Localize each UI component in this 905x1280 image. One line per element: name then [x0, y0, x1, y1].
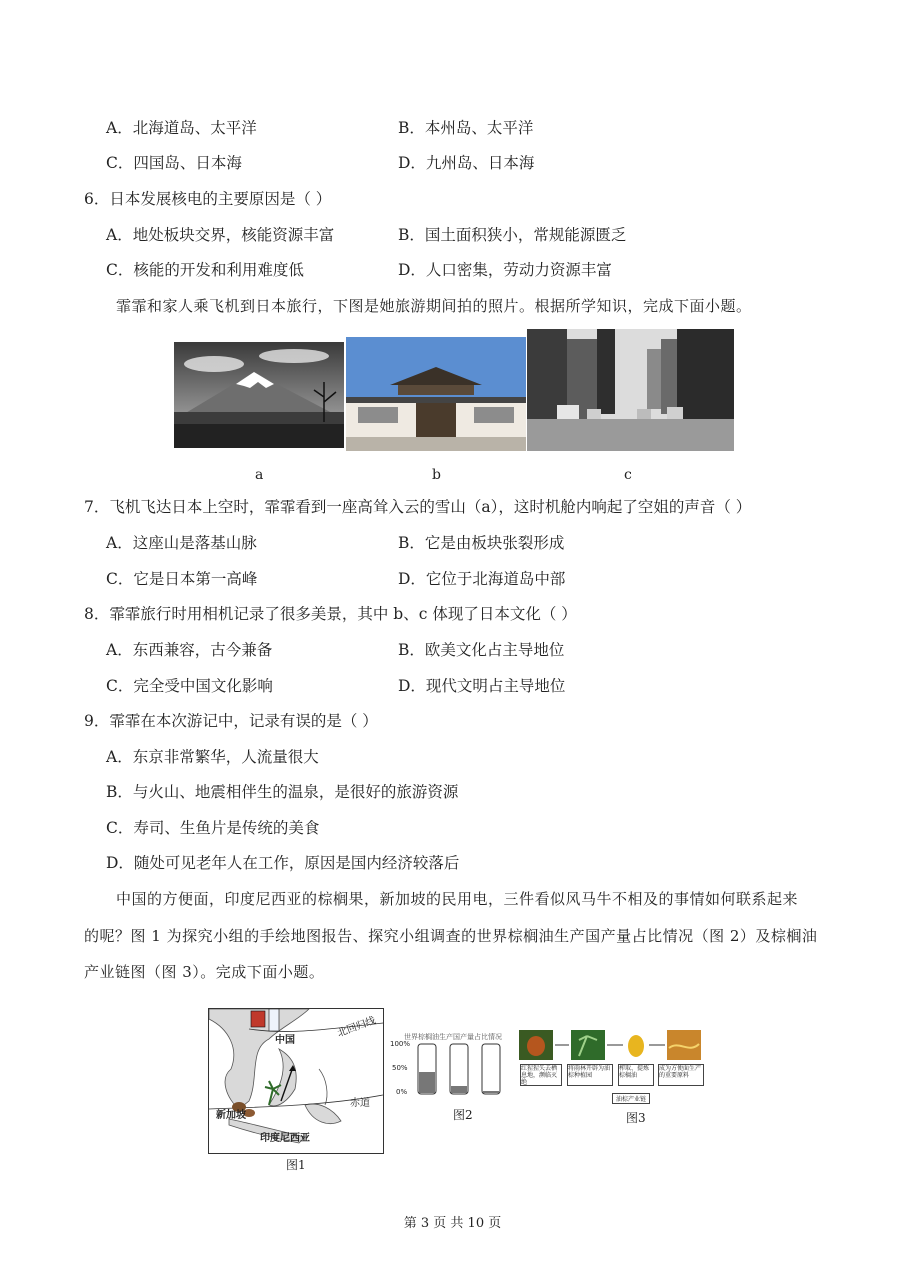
q8-stem: 8．霏霏旅行时用相机记录了很多美景，其中 b、c 体现了日本文化（ ） [84, 605, 577, 623]
q5-option-d: D．九州岛、日本海 [398, 154, 535, 172]
q7-option-b: B．它是由板块张裂形成 [398, 534, 565, 552]
q8-option-a: A．东西兼容，古今兼备 [106, 641, 273, 659]
fig2-axis-100: 100% [390, 1040, 411, 1048]
q6-option-c: C．核能的开发和利用难度低 [106, 261, 304, 279]
intro-palm-line3: 产业链图（图 3）。完成下面小题。 [84, 963, 325, 981]
fig1-label-indonesia: 印度尼西亚 [260, 1133, 310, 1144]
fig1-caption: 图1 [286, 1158, 306, 1172]
fig3-step3: 榨取、提炼棕榈油 [618, 1064, 654, 1086]
figure2-cylinders [412, 1038, 512, 1098]
fig3-step1: 红猩猩失去栖息地，濒临灭绝 [520, 1064, 562, 1086]
q6-option-a: A．地处板块交界，核能资源丰富 [106, 226, 335, 244]
intro-palm-line2: 的呢？图 1 为探究小组的手绘地图报告、探究小组调查的世界棕榈油生产国产量占比情况（图 2）及棕榈油 [84, 927, 818, 945]
q5-option-a: A．北海道岛、太平洋 [106, 119, 257, 137]
q7-option-c: C．它是日本第一高峰 [106, 570, 258, 588]
intro-palm-line1: 中国的方便面，印度尼西亚的棕榈果，新加坡的民用电，三件看似风马牛不相及的事情如何联系起来 [116, 890, 799, 908]
intro-travel: 霏霏和家人乘飞机到日本旅行，下图是她旅游期间拍的照片。根据所学知识，完成下面小题。 [116, 297, 752, 315]
fig1-label-tropic: 北回归线 [336, 1015, 378, 1040]
q8-option-b: B．欧美文化占主导地位 [398, 641, 565, 659]
fig2-axis-0: 0% [396, 1088, 408, 1096]
fig1-label-china: 中国 [275, 1035, 295, 1046]
photo-label-c: c [624, 467, 632, 483]
q8-option-c: C．完全受中国文化影响 [106, 677, 273, 695]
q5-option-c: C．四国岛、日本海 [106, 154, 242, 172]
q7-stem: 7．飞机飞达日本上空时，霏霏看到一座高耸入云的雪山（a），这时机舱内响起了空姐的声音（ ） [84, 498, 752, 516]
q7-option-a: A．这座山是落基山脉 [106, 534, 257, 552]
q8-option-d: D．现代文明占主导地位 [398, 677, 566, 695]
q9-option-b: B．与火山、地震相伴生的温泉，是很好的旅游资源 [106, 783, 459, 801]
fig1-label-singapore: 新加坡 [216, 1110, 246, 1121]
q9-stem: 9．霏霏在本次游记中，记录有误的是（ ） [84, 712, 378, 730]
q6-option-d: D．人口密集，劳动力资源丰富 [398, 261, 612, 279]
q6-option-b: B．国土面积狭小，常规能源匮乏 [398, 226, 627, 244]
photo-label-a: a [255, 467, 264, 483]
fig2-caption: 图2 [453, 1108, 473, 1122]
photo-modern-city [527, 329, 734, 451]
q5-option-b: B．本州岛、太平洋 [398, 119, 534, 137]
q9-option-d: D．随处可见老年人在工作，原因是国内经济较落后 [106, 854, 460, 872]
q6-stem: 6．日本发展核电的主要原因是（ ） [84, 190, 332, 208]
photo-traditional-gate [346, 337, 526, 451]
fig1-label-equator: 赤道 [350, 1098, 370, 1109]
photo-label-b: b [432, 467, 441, 483]
fig3-step2: 将雨林开辟为油棕种植园 [567, 1064, 613, 1086]
fig2-axis-50: 50% [392, 1064, 408, 1072]
photo-mount-fuji [174, 342, 344, 448]
page-footer: 第 3 页 共 10 页 [403, 1216, 502, 1231]
fig2-title: 世界棕榈油生产国产量占比情况 [404, 1033, 502, 1041]
q9-option-c: C．寿司、生鱼片是传统的美食 [106, 819, 320, 837]
fig3-step4: 成为方便面生产的重要原料 [658, 1064, 704, 1086]
q7-option-d: D．它位于北海道岛中部 [398, 570, 566, 588]
q9-option-a: A．东京非常繁华，人流量很大 [106, 748, 319, 766]
fig3-caption: 图3 [626, 1111, 646, 1125]
figure3-images [519, 1030, 701, 1060]
fig3-chain-label: 油棕产业链 [612, 1093, 650, 1104]
